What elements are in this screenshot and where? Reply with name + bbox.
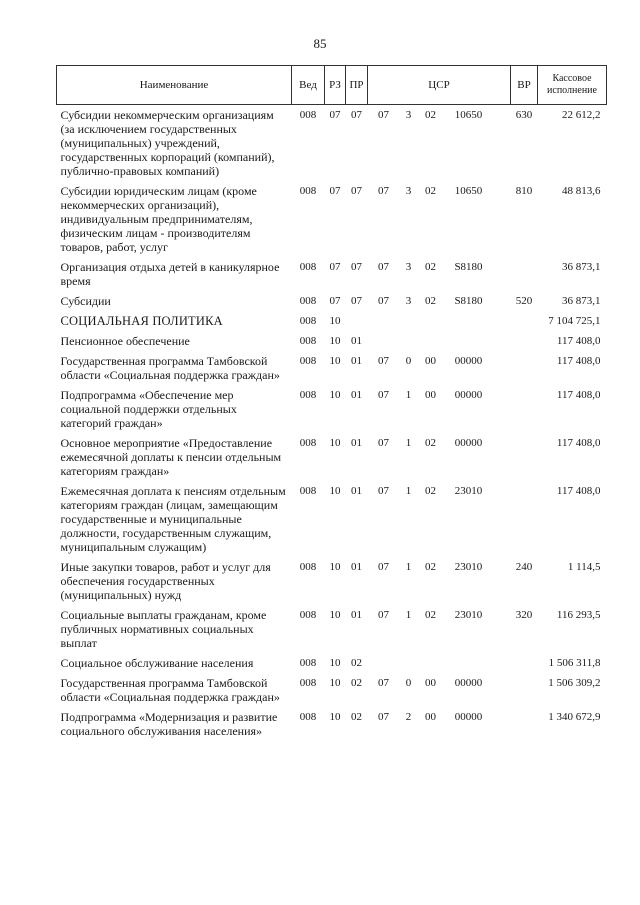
row-rz: 10 xyxy=(329,711,341,723)
row-rz: 10 xyxy=(329,437,341,449)
row-ved: 008 xyxy=(299,437,317,449)
header-pr: ПР xyxy=(346,66,368,105)
row-vr xyxy=(511,314,538,334)
row-name: Подпрограмма «Обеспечение мер социальной поддержки отдельных категорий граждан» xyxy=(60,388,237,430)
row-ved: 008 xyxy=(299,711,317,723)
table-row xyxy=(57,260,607,294)
table-row xyxy=(57,184,607,260)
row-csr xyxy=(368,484,511,560)
row-csr-part-1: 07 xyxy=(378,355,389,367)
header-kassovoe: Кассовое исполнение xyxy=(538,66,607,105)
table-row xyxy=(57,334,607,354)
row-csr xyxy=(368,560,511,608)
row-csr-part-3: 00 xyxy=(425,389,436,401)
row-csr-part-4: 23010 xyxy=(454,561,483,573)
budget-execution-table xyxy=(56,65,607,744)
row-pr: 07 xyxy=(351,261,362,273)
row-csr-part-3: 02 xyxy=(425,295,436,307)
row-csr-part-1: 07 xyxy=(378,677,389,689)
table-row xyxy=(57,560,607,608)
row-csr-part-3: 02 xyxy=(425,609,436,621)
row-ved: 008 xyxy=(299,315,317,327)
row-kassovoe: 48 813,6 xyxy=(562,185,601,197)
row-csr-part-4: 00000 xyxy=(454,355,483,367)
row-pr: 07 xyxy=(351,109,362,121)
row-csr-part-4: 10650 xyxy=(454,185,483,197)
row-name: Социальное обслуживание населения xyxy=(60,656,254,670)
row-csr-part-1: 07 xyxy=(378,485,389,497)
row-rz: 10 xyxy=(329,485,341,497)
row-ved: 008 xyxy=(299,561,317,573)
row-kassovoe: 117 408,0 xyxy=(556,335,601,347)
row-name: Социальные выплаты гражданам, кроме публичных нормативных социальных выплат xyxy=(60,608,267,650)
row-rz: 10 xyxy=(329,561,341,573)
row-csr-part-2: 3 xyxy=(405,109,412,121)
row-kassovoe: 1 506 311,8 xyxy=(548,657,601,669)
row-ved: 008 xyxy=(299,389,317,401)
header-rz: РЗ xyxy=(325,66,346,105)
row-csr-part-3: 00 xyxy=(425,355,436,367)
row-csr xyxy=(368,260,511,294)
row-pr: 01 xyxy=(351,437,362,449)
row-name: Субсидии юридическим лицам (кроме некоммерческих организаций), индивидуальным предпринимателям, физическим лицам - производителям товаров, работ, услуг xyxy=(60,184,257,254)
row-csr-part-2: 0 xyxy=(405,677,412,689)
row-kassovoe: 117 408,0 xyxy=(556,437,601,449)
row-vr: 320 xyxy=(515,609,533,621)
row-kassovoe: 1 114,5 xyxy=(567,561,601,573)
row-csr-part-1: 07 xyxy=(378,561,389,573)
row-name: Основное мероприятие «Предоставление ежемесячной доплаты к пенсии отдельным категориям граждан» xyxy=(60,436,282,478)
row-name: Подпрограмма «Модернизация и развитие социального обслуживания населения» xyxy=(60,710,278,738)
table-row xyxy=(57,710,607,744)
row-ved: 008 xyxy=(299,355,317,367)
row-csr-part-4: 10650 xyxy=(454,109,483,121)
row-csr-part-1: 07 xyxy=(378,109,389,121)
row-csr xyxy=(368,105,511,185)
row-csr-part-1: 07 xyxy=(378,295,389,307)
row-csr-part-4: S8180 xyxy=(454,261,483,273)
row-csr xyxy=(368,608,511,656)
row-csr-part-3: 02 xyxy=(425,261,436,273)
row-pr: 01 xyxy=(351,389,362,401)
row-csr-part-3: 02 xyxy=(425,185,436,197)
row-csr-part-4: S8180 xyxy=(454,295,483,307)
row-csr-part-3: 02 xyxy=(425,437,436,449)
row-vr xyxy=(511,334,538,354)
row-rz: 10 xyxy=(329,389,341,401)
row-kassovoe: 117 408,0 xyxy=(556,485,601,497)
row-csr-part-2: 1 xyxy=(405,437,412,449)
row-csr-part-2: 1 xyxy=(405,609,412,621)
row-csr-part-3: 00 xyxy=(425,711,436,723)
row-csr-part-4: 23010 xyxy=(454,609,483,621)
row-vr xyxy=(511,260,538,294)
row-vr: 520 xyxy=(515,295,533,307)
row-ved: 008 xyxy=(299,261,317,273)
row-pr xyxy=(346,314,368,334)
row-ved: 008 xyxy=(299,185,317,197)
row-csr-part-2: 1 xyxy=(405,485,412,497)
row-ved: 008 xyxy=(299,657,317,669)
row-csr-part-2: 0 xyxy=(405,355,412,367)
row-csr xyxy=(368,710,511,744)
table-row xyxy=(57,388,607,436)
row-kassovoe: 1 340 672,9 xyxy=(548,711,601,723)
row-name: Организация отдыха детей в каникулярное время xyxy=(60,260,280,288)
row-csr-part-4: 00000 xyxy=(454,677,483,689)
row-csr-part-1: 07 xyxy=(378,185,389,197)
row-csr-part-3: 02 xyxy=(425,109,436,121)
row-vr xyxy=(511,676,538,710)
row-kassovoe: 117 408,0 xyxy=(556,355,601,367)
row-vr: 810 xyxy=(515,185,533,197)
row-csr xyxy=(368,334,511,354)
row-csr-part-4: 00000 xyxy=(454,437,483,449)
row-name: СОЦИАЛЬНАЯ ПОЛИТИКА xyxy=(60,314,223,328)
row-csr-part-3: 00 xyxy=(425,677,436,689)
row-csr xyxy=(368,676,511,710)
row-kassovoe: 117 408,0 xyxy=(556,389,601,401)
header-vr: ВР xyxy=(511,66,538,105)
row-rz: 07 xyxy=(329,295,341,307)
row-rz: 10 xyxy=(329,657,341,669)
row-name: Ежемесячная доплата к пенсиям отдельным категориям граждан (лицам, замещающим государственные и муниципальные должности, государственным служащим, муниципальным служащим) xyxy=(60,484,286,554)
row-vr xyxy=(511,656,538,676)
row-rz: 10 xyxy=(329,315,341,327)
row-ved: 008 xyxy=(299,609,317,621)
row-kassovoe: 7 104 725,1 xyxy=(548,315,601,327)
row-pr: 01 xyxy=(351,561,362,573)
table-header-row xyxy=(57,66,607,105)
row-name: Субсидии некоммерческим организациям (за исключением государственных (муниципальных) учреждений, государственных корпораций (компаний), публично-правовых компаний) xyxy=(60,108,275,178)
page-number: 85 xyxy=(313,36,327,51)
row-kassovoe: 36 873,1 xyxy=(562,261,601,273)
row-vr: 240 xyxy=(515,561,533,573)
row-kassovoe: 36 873,1 xyxy=(562,295,601,307)
row-csr-part-2: 2 xyxy=(405,711,412,723)
row-csr xyxy=(368,294,511,314)
row-csr-part-4: 00000 xyxy=(454,711,483,723)
row-csr-part-1: 07 xyxy=(378,711,389,723)
row-kassovoe: 116 293,5 xyxy=(556,609,601,621)
row-pr: 01 xyxy=(351,609,362,621)
table-row xyxy=(57,676,607,710)
row-kassovoe: 1 506 309,2 xyxy=(548,677,601,689)
row-csr-part-1: 07 xyxy=(378,609,389,621)
row-rz: 10 xyxy=(329,355,341,367)
row-ved: 008 xyxy=(299,295,317,307)
table-row xyxy=(57,484,607,560)
row-ved: 008 xyxy=(299,109,317,121)
row-csr xyxy=(368,388,511,436)
row-pr: 02 xyxy=(351,711,362,723)
row-csr-part-4: 23010 xyxy=(454,485,483,497)
row-csr-part-1: 07 xyxy=(378,389,389,401)
table-row xyxy=(57,656,607,676)
row-csr xyxy=(368,184,511,260)
row-csr-part-2: 3 xyxy=(405,185,412,197)
row-csr xyxy=(368,436,511,484)
row-name: Государственная программа Тамбовской области «Социальная поддержка граждан» xyxy=(60,676,280,704)
row-csr-part-2: 3 xyxy=(405,295,412,307)
row-ved: 008 xyxy=(299,677,317,689)
row-name: Пенсионное обеспечение xyxy=(60,334,190,348)
row-rz: 07 xyxy=(329,261,341,273)
row-vr: 630 xyxy=(515,109,533,121)
table-row xyxy=(57,105,607,185)
row-vr xyxy=(511,436,538,484)
row-kassovoe: 22 612,2 xyxy=(562,109,601,121)
row-csr-part-1: 07 xyxy=(378,437,389,449)
row-csr xyxy=(368,656,511,676)
row-csr-part-4: 00000 xyxy=(454,389,483,401)
header-csr: ЦСР xyxy=(368,66,511,105)
row-name: Государственная программа Тамбовской области «Социальная поддержка граждан» xyxy=(60,354,280,382)
table-row xyxy=(57,608,607,656)
row-ved: 008 xyxy=(299,485,317,497)
row-pr: 07 xyxy=(351,295,362,307)
row-csr-part-2: 3 xyxy=(405,261,412,273)
table-row xyxy=(57,314,607,334)
row-rz: 07 xyxy=(329,109,341,121)
row-rz: 10 xyxy=(329,677,341,689)
table-row xyxy=(57,354,607,388)
row-csr-part-1: 07 xyxy=(378,261,389,273)
header-name: Наименование xyxy=(57,66,292,105)
row-csr-part-2: 1 xyxy=(405,561,412,573)
header-ved: Вед xyxy=(292,66,325,105)
row-pr: 07 xyxy=(351,185,362,197)
row-ved: 008 xyxy=(299,335,317,347)
row-vr xyxy=(511,710,538,744)
row-vr xyxy=(511,388,538,436)
row-csr xyxy=(368,314,511,334)
row-vr xyxy=(511,484,538,560)
row-pr: 01 xyxy=(351,355,362,367)
row-csr xyxy=(368,354,511,388)
row-pr: 01 xyxy=(351,335,362,347)
row-pr: 02 xyxy=(351,657,362,669)
row-csr-part-2: 1 xyxy=(405,389,412,401)
row-name: Субсидии xyxy=(60,294,111,308)
row-rz: 10 xyxy=(329,609,341,621)
row-pr: 01 xyxy=(351,485,362,497)
table-row xyxy=(57,436,607,484)
row-rz: 07 xyxy=(329,185,341,197)
table-row xyxy=(57,294,607,314)
row-vr xyxy=(511,354,538,388)
row-rz: 10 xyxy=(329,335,341,347)
row-pr: 02 xyxy=(351,677,362,689)
row-name: Иные закупки товаров, работ и услуг для обеспечения государственных (муниципальных) нужд xyxy=(60,560,271,602)
row-csr-part-3: 02 xyxy=(425,561,436,573)
row-csr-part-3: 02 xyxy=(425,485,436,497)
